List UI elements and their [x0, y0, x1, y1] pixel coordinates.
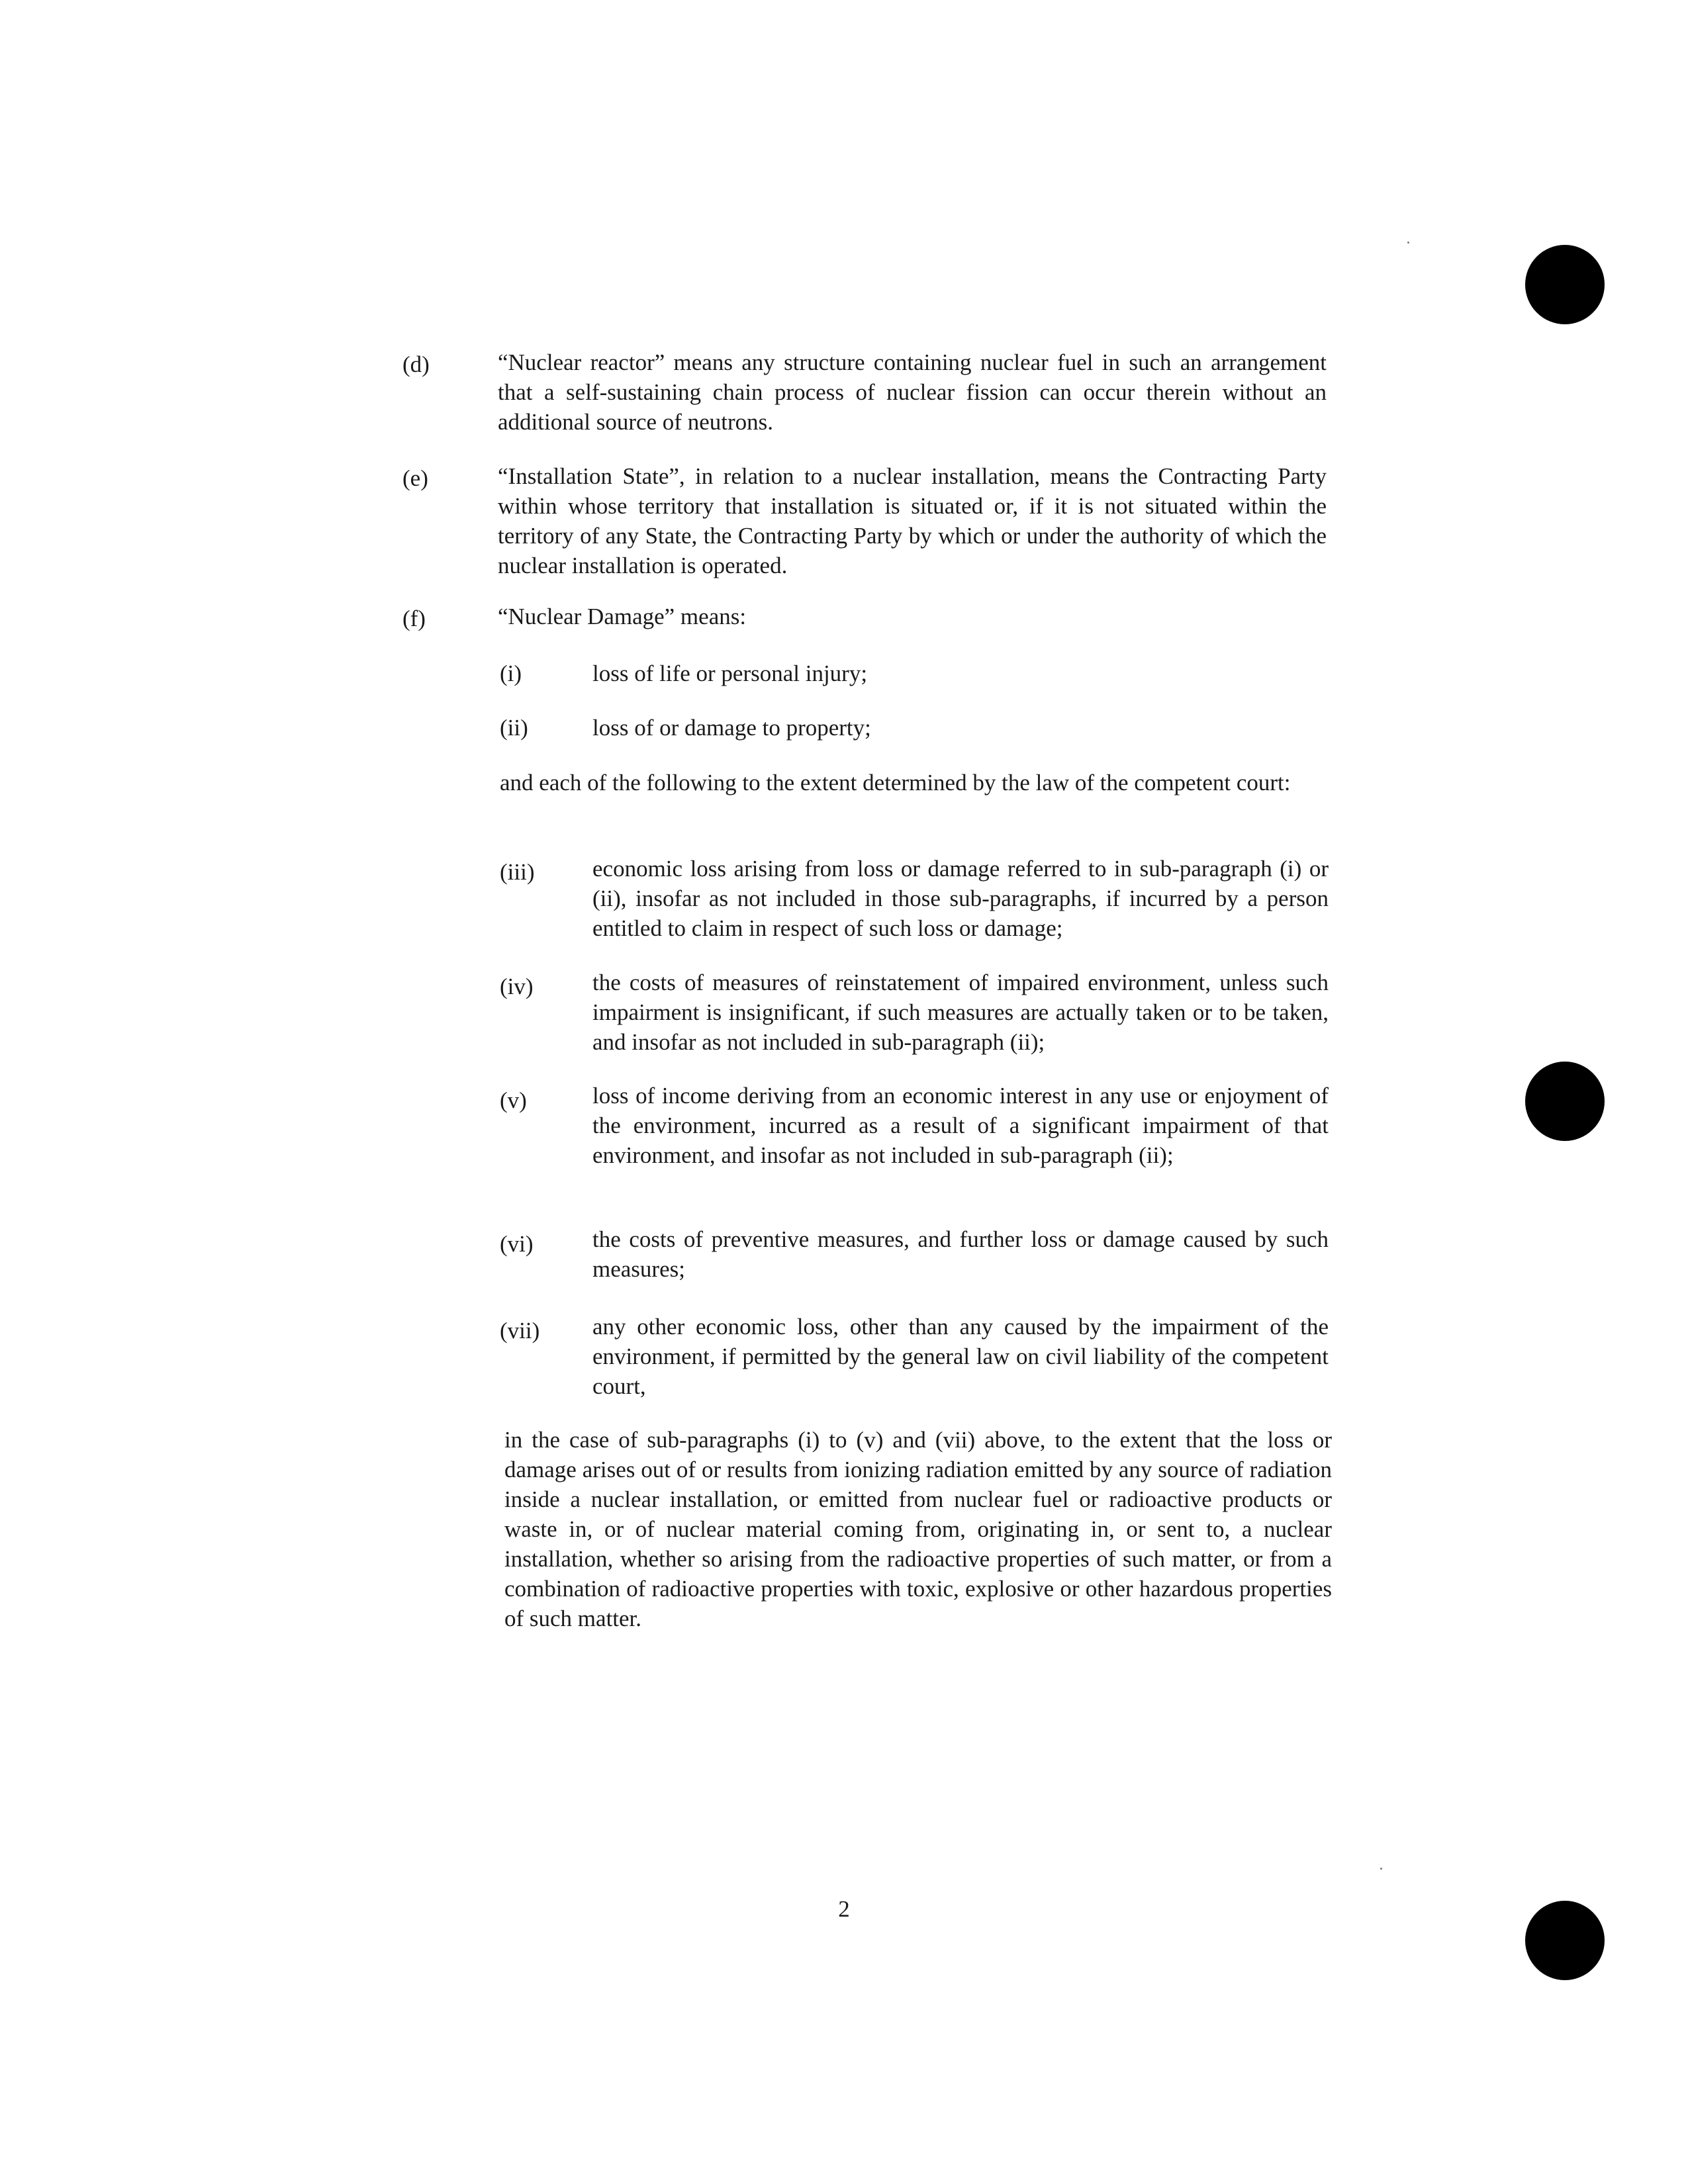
sub-item-label-iv: (iv) [500, 974, 534, 999]
sub-item-text-i: loss of life or personal injury; [592, 660, 868, 686]
sub-item-text-iii: economic loss arising from loss or damage referred to in sub-paragraph (i) or (ii), insofar as not included in those sub-paragraphs, if incurred by a person entitled to claim in respect of such loss or damage; [592, 856, 1329, 941]
punch-hole-middle [1525, 1062, 1605, 1141]
sub-item-text-v: loss of income deriving from an economic interest in any use or enjoyment of the environment, incurred as a result of a significant impairment of that environment, and insofar as not included in sub-paragraph (ii); [592, 1083, 1329, 1168]
intermediate-paragraph: and each of the following to the extent determined by the law of the competent court: [500, 770, 1291, 796]
page-number: 2 [838, 1896, 850, 1922]
sub-item-label-i: (i) [500, 660, 522, 686]
closing-paragraph: in the case of sub-paragraphs (i) to (v) and (vii) above, to the extent that the loss or damage arises out of or results from ionizing radiation emitted by any source of radiation inside a nuclear installation, or emitted from nuclear fuel or radioactive products or waste in, or of nuclear material coming from, originating in, or sent to, a nuclear installation, whether so arising from the radioactive properties of such matter, or from a combination of radioactive properties with toxic, explosive or other hazardous properties of such matter. [504, 1427, 1332, 1631]
sub-item-label-iii: (iii) [500, 859, 535, 885]
definition-label-f: (f) [402, 606, 426, 631]
scan-speck [1380, 1868, 1382, 1870]
sub-item-text-ii: loss of or damage to property; [592, 715, 871, 741]
sub-item-label-v: (v) [500, 1087, 527, 1113]
sub-item-text-iv: the costs of measures of reinstatement of impaired environment, unless such impairment is insignificant, if such measures are actually taken or to be taken, and insofar as not included in sub-paragraph (ii); [592, 970, 1329, 1055]
definition-text-nuclear-damage: “Nuclear Damage” means: [498, 604, 747, 629]
scan-speck [1407, 242, 1409, 244]
definition-label-d: (d) [402, 351, 430, 377]
punch-hole-top [1525, 245, 1605, 324]
sub-item-label-vi: (vi) [500, 1231, 534, 1257]
definition-label-e: (e) [402, 465, 428, 491]
sub-item-text-vii: any other economic loss, other than any caused by the impairment of the environment, if permitted by the general law on civil liability of the competent court, [592, 1314, 1329, 1399]
sub-item-label-ii: (ii) [500, 715, 528, 741]
definition-text-installation-state: “Installation State”, in relation to a nuclear installation, means the Contracting Party within whose territory that installation is situated or, if it is not situated within the territory of any State, the Contracting Party by which or under the authority of which the nuclear installation is operated. [498, 463, 1327, 578]
sub-item-label-vii: (vii) [500, 1318, 540, 1343]
definition-text-nuclear-reactor: “Nuclear reactor” means any structure containing nuclear fuel in such an arrangement that a self-sustaining chain process of nuclear fission can occur therein without an additional source of neutrons. [498, 349, 1327, 435]
sub-item-text-vi: the costs of preventive measures, and further loss or damage caused by such measures; [592, 1226, 1329, 1282]
